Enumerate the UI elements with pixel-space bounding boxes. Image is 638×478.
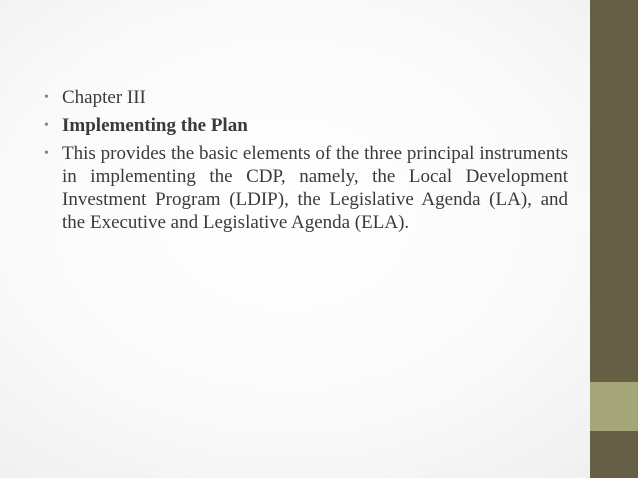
bullet-list [44, 86, 568, 234]
bullet-text: Implementing the Plan [62, 115, 248, 136]
bullet-icon: • [44, 90, 49, 105]
side-bar-dark-segment [590, 0, 638, 382]
bullet-icon: • [44, 118, 49, 133]
bullet-item-chapter [44, 86, 568, 109]
side-bar-bottom-segment [590, 431, 638, 478]
slide-body [44, 86, 568, 239]
bullet-item-heading [44, 114, 568, 137]
side-bar-accent-segment [590, 382, 638, 431]
bullet-text: This provides the basic elements of the three principal instruments in implementing the CDP, namely, the Local Development Investment Program (LDIP), the Legislative Agenda (LA), and the Executive and Legislative Agenda (ELA). [62, 143, 568, 233]
bullet-item-description [44, 142, 568, 234]
bullet-icon: • [44, 146, 49, 161]
side-bar [590, 0, 638, 478]
bullet-text: Chapter III [62, 87, 146, 108]
